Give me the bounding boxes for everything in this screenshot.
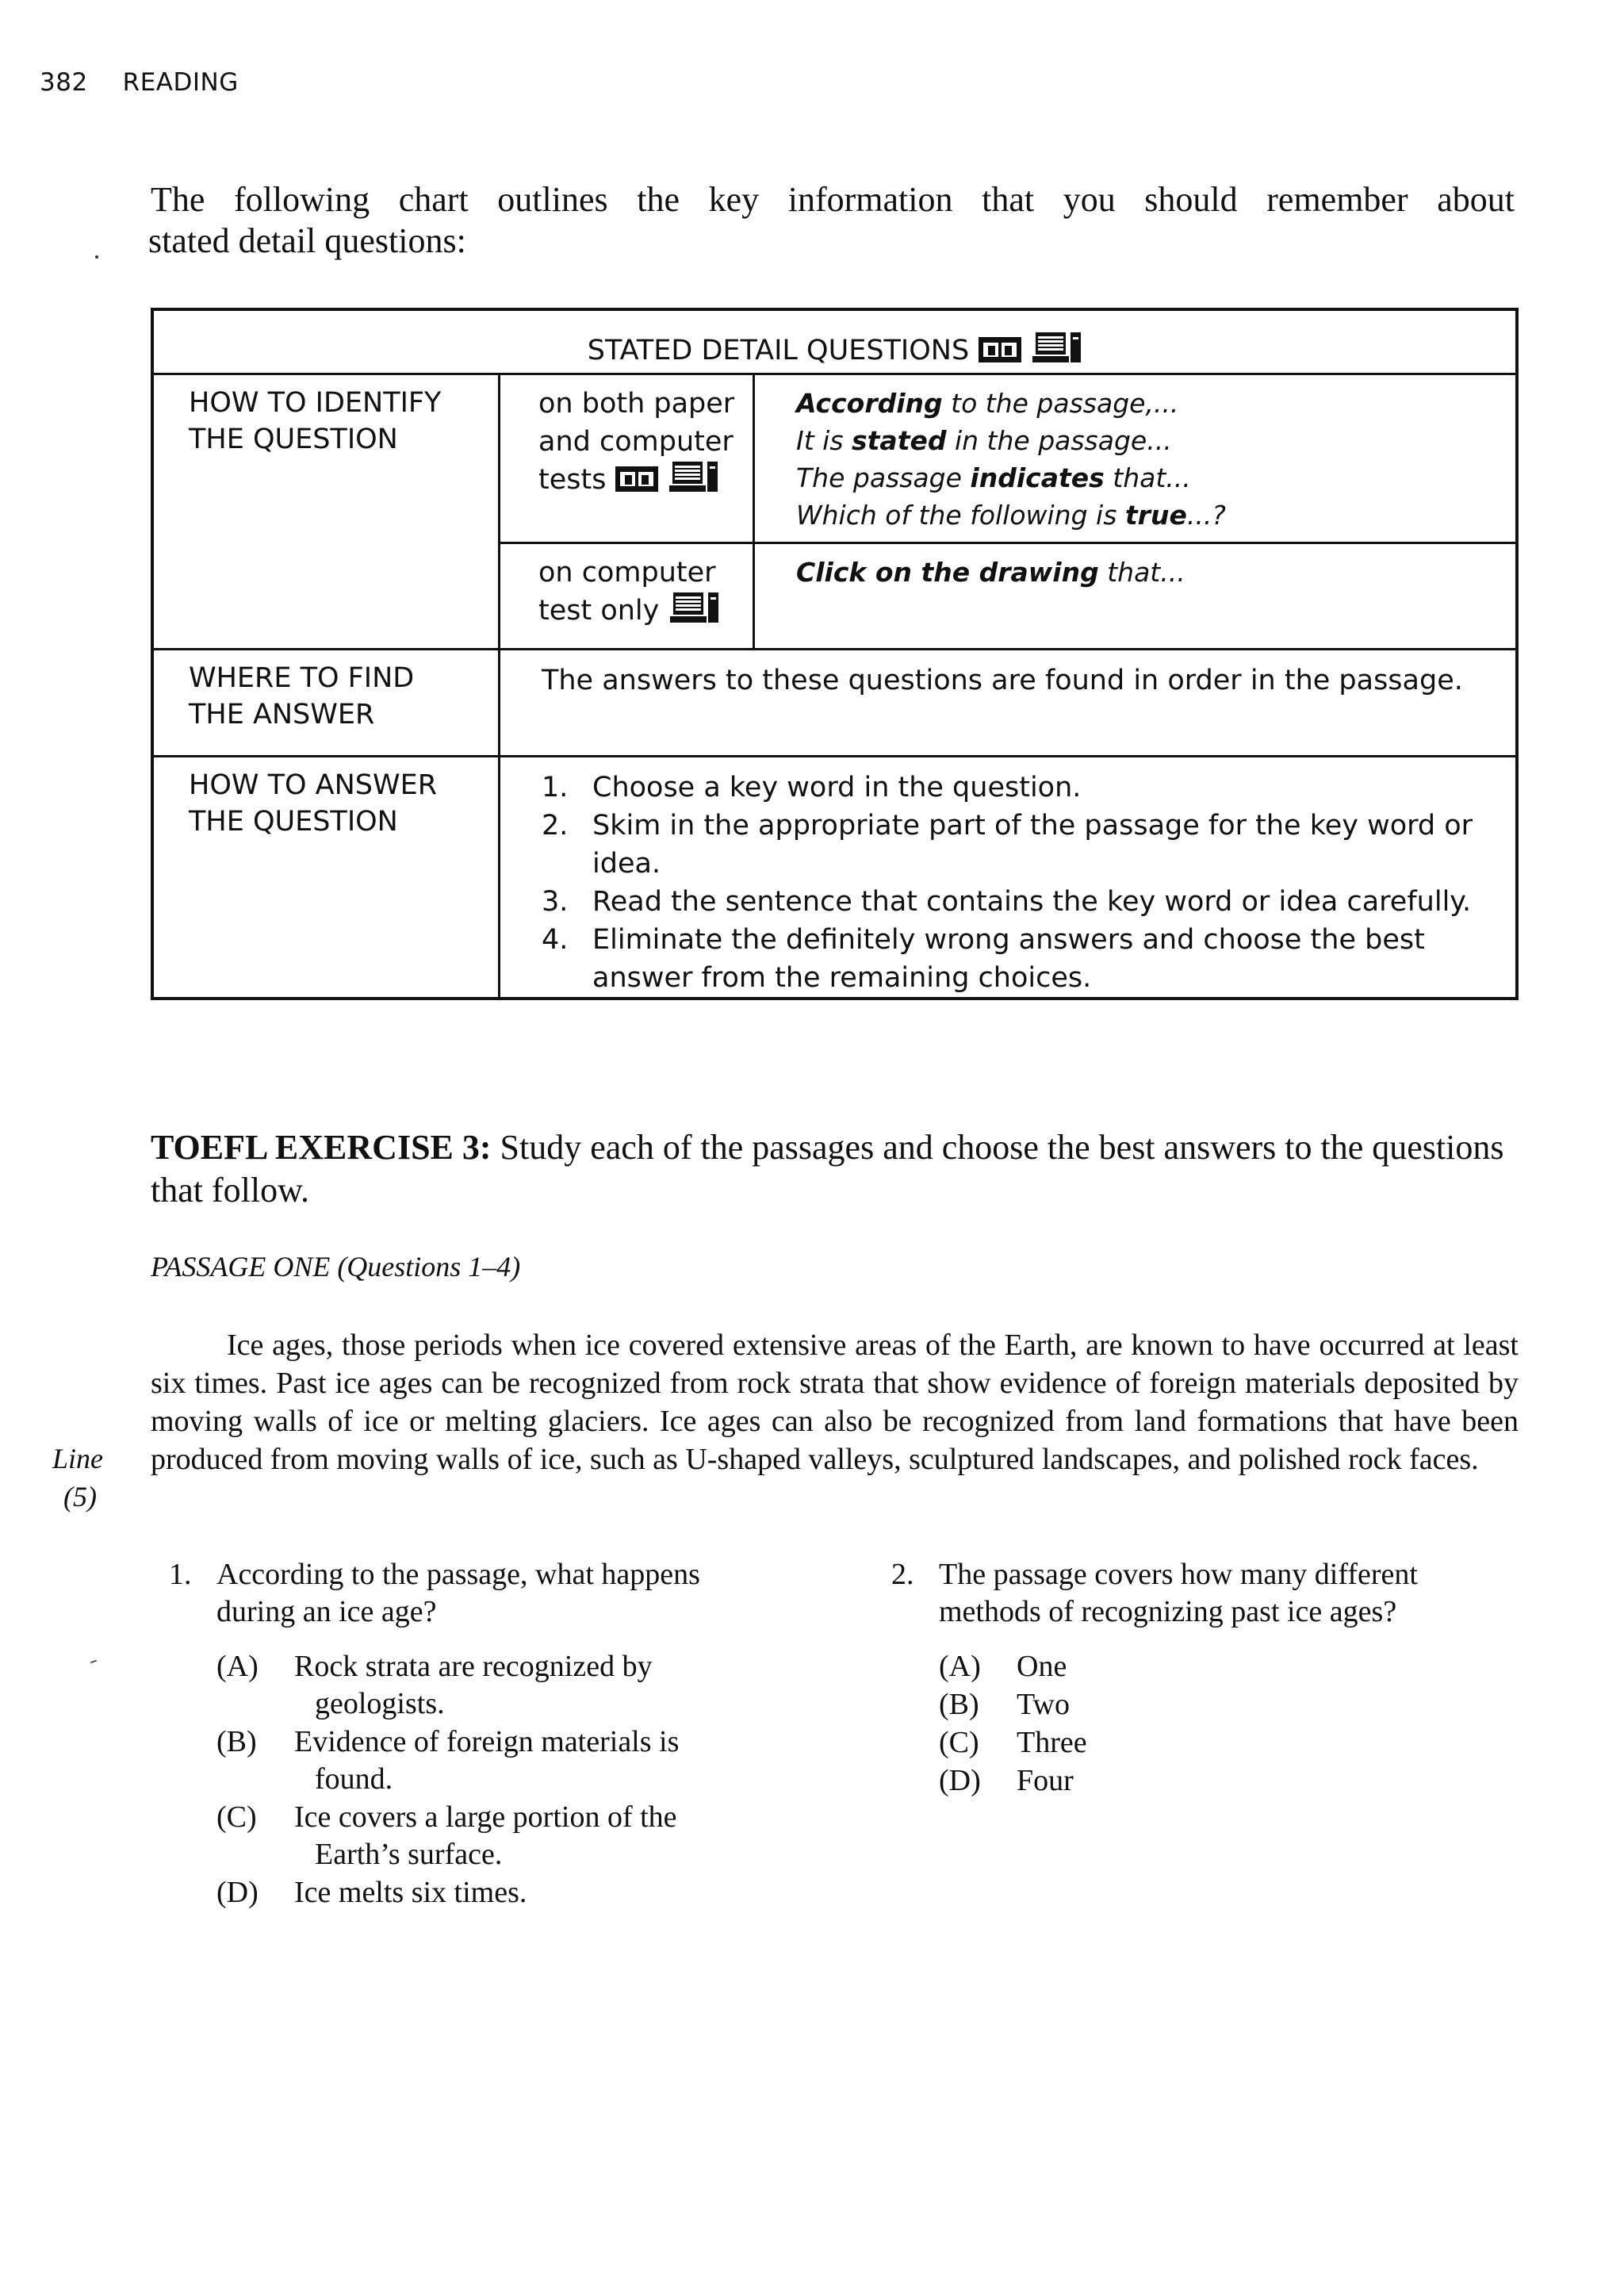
question-stem: 1. According to the passage, what happens during an ice age? bbox=[169, 1558, 700, 1628]
computer-medium-line-1: on computer bbox=[538, 557, 716, 589]
page-header bbox=[40, 68, 239, 97]
section-title: READING bbox=[122, 68, 239, 97]
paper-computer-cell bbox=[500, 374, 754, 543]
step-item: 1. Choose a key word in the question. bbox=[542, 772, 1082, 803]
passage-text bbox=[151, 1326, 1519, 1478]
line-label: Line bbox=[52, 1443, 104, 1474]
passage-label: PASSAGE ONE (Questions 1–4) bbox=[151, 1251, 521, 1283]
medium-line-1: on both paper bbox=[538, 388, 735, 420]
identify-label-line-1: HOW TO IDENTIFY bbox=[189, 387, 442, 419]
answer-option[interactable]: (D) Ice melts six times. bbox=[216, 1876, 527, 1909]
question-1 bbox=[169, 1556, 851, 1912]
where-label-line-1: WHERE TO FIND bbox=[189, 662, 415, 694]
medium-line-3: tests bbox=[538, 464, 607, 496]
answer-option[interactable]: (C) Three bbox=[939, 1726, 1087, 1759]
passage-paragraph: Ice ages, those periods when ice covered extensive areas of the Earth, are known to have occurred at least six times. Past ice ages can be recognized from rock strata that show evidence of foreign materials deposited by moving walls of ice or melting glaciers. Ice ages can also be recognized from land formations that have been produced from moving walls of ice, such as U-shaped valleys, sculptured landscapes, and polished rock faces. bbox=[151, 1329, 1519, 1476]
computer-only-cell bbox=[500, 543, 754, 650]
phrase-3: The passage indicates that... bbox=[796, 462, 1191, 493]
where-answer-text: The answers to these questions are found in order in the passage. bbox=[542, 665, 1463, 696]
computer-test-icon bbox=[669, 462, 718, 493]
paper-test-icon bbox=[979, 337, 1021, 362]
intro-line-2: stated detail questions: bbox=[148, 221, 466, 260]
where-label-line-2: THE ANSWER bbox=[189, 699, 375, 730]
page-number: 382 bbox=[40, 68, 88, 97]
line-number: (5) bbox=[63, 1481, 97, 1513]
exercise-label: TOEFL EXERCISE 3: bbox=[151, 1128, 492, 1167]
question-2 bbox=[891, 1556, 1526, 1800]
identify-label-cell bbox=[152, 374, 500, 650]
answer-option[interactable]: (B) Evidence of foreign materials is found. bbox=[216, 1725, 680, 1796]
paper-test-icon bbox=[615, 466, 658, 492]
answer-option[interactable]: (A) Rock strata are recognized by geologists. bbox=[216, 1650, 653, 1720]
intro-line-1: The following chart outlines the key information that you should remember about bbox=[151, 180, 1515, 219]
medium-line-2: and computer bbox=[538, 426, 733, 458]
steps-list bbox=[542, 769, 1515, 997]
how-label-line-2: THE QUESTION bbox=[189, 806, 398, 838]
step-item: 4. Eliminate the definitely wrong answers and choose the best answer from the remaining choices. bbox=[542, 924, 1425, 994]
stated-detail-chart bbox=[151, 308, 1519, 1000]
chart-title: STATED DETAIL QUESTIONS bbox=[587, 334, 970, 366]
where-answer-cell bbox=[500, 650, 1518, 757]
how-steps-cell bbox=[500, 757, 1518, 999]
answer-option[interactable]: (D) Four bbox=[939, 1764, 1074, 1797]
stray-mark bbox=[90, 1660, 97, 1664]
phrase-1: According to the passage,... bbox=[796, 388, 1179, 419]
answer-option[interactable]: (C) Ice covers a large portion of the Earth’s surface. bbox=[216, 1800, 677, 1871]
computer-medium-line-2: test only bbox=[538, 595, 660, 627]
answer-option[interactable]: (A) One bbox=[939, 1650, 1067, 1683]
phrase-4: Which of the following is true...? bbox=[796, 500, 1226, 531]
exercise-text: Study each of the passages and choose the best answers to the questions that follow. bbox=[151, 1128, 1504, 1210]
answer-option[interactable]: (B) Two bbox=[939, 1688, 1071, 1721]
click-phrase-cell bbox=[754, 543, 1518, 650]
computer-test-icon bbox=[670, 592, 719, 624]
chart-title-cell bbox=[152, 309, 1517, 374]
phrase-2: It is stated in the passage... bbox=[796, 425, 1172, 456]
how-label-line-1: HOW TO ANSWER bbox=[189, 769, 438, 801]
question-stem: 2. The passage covers how many different methods of recognizing past ice ages? bbox=[891, 1558, 1418, 1628]
step-item: 2. Skim in the appropriate part of the passage for the key word or idea. bbox=[542, 810, 1473, 880]
click-phrase: Click on the drawing that... bbox=[796, 557, 1185, 588]
question-phrases-cell bbox=[754, 374, 1518, 543]
computer-test-icon bbox=[1032, 332, 1082, 364]
where-label-cell bbox=[152, 650, 500, 757]
intro-paragraph bbox=[148, 179, 1515, 262]
step-item: 3. Read the sentence that contains the key word or idea carefully. bbox=[542, 886, 1472, 918]
exercise-instructions bbox=[151, 1126, 1519, 1212]
how-label-cell bbox=[152, 757, 500, 999]
stray-dot bbox=[95, 255, 98, 259]
identify-label-line-2: THE QUESTION bbox=[189, 424, 398, 455]
